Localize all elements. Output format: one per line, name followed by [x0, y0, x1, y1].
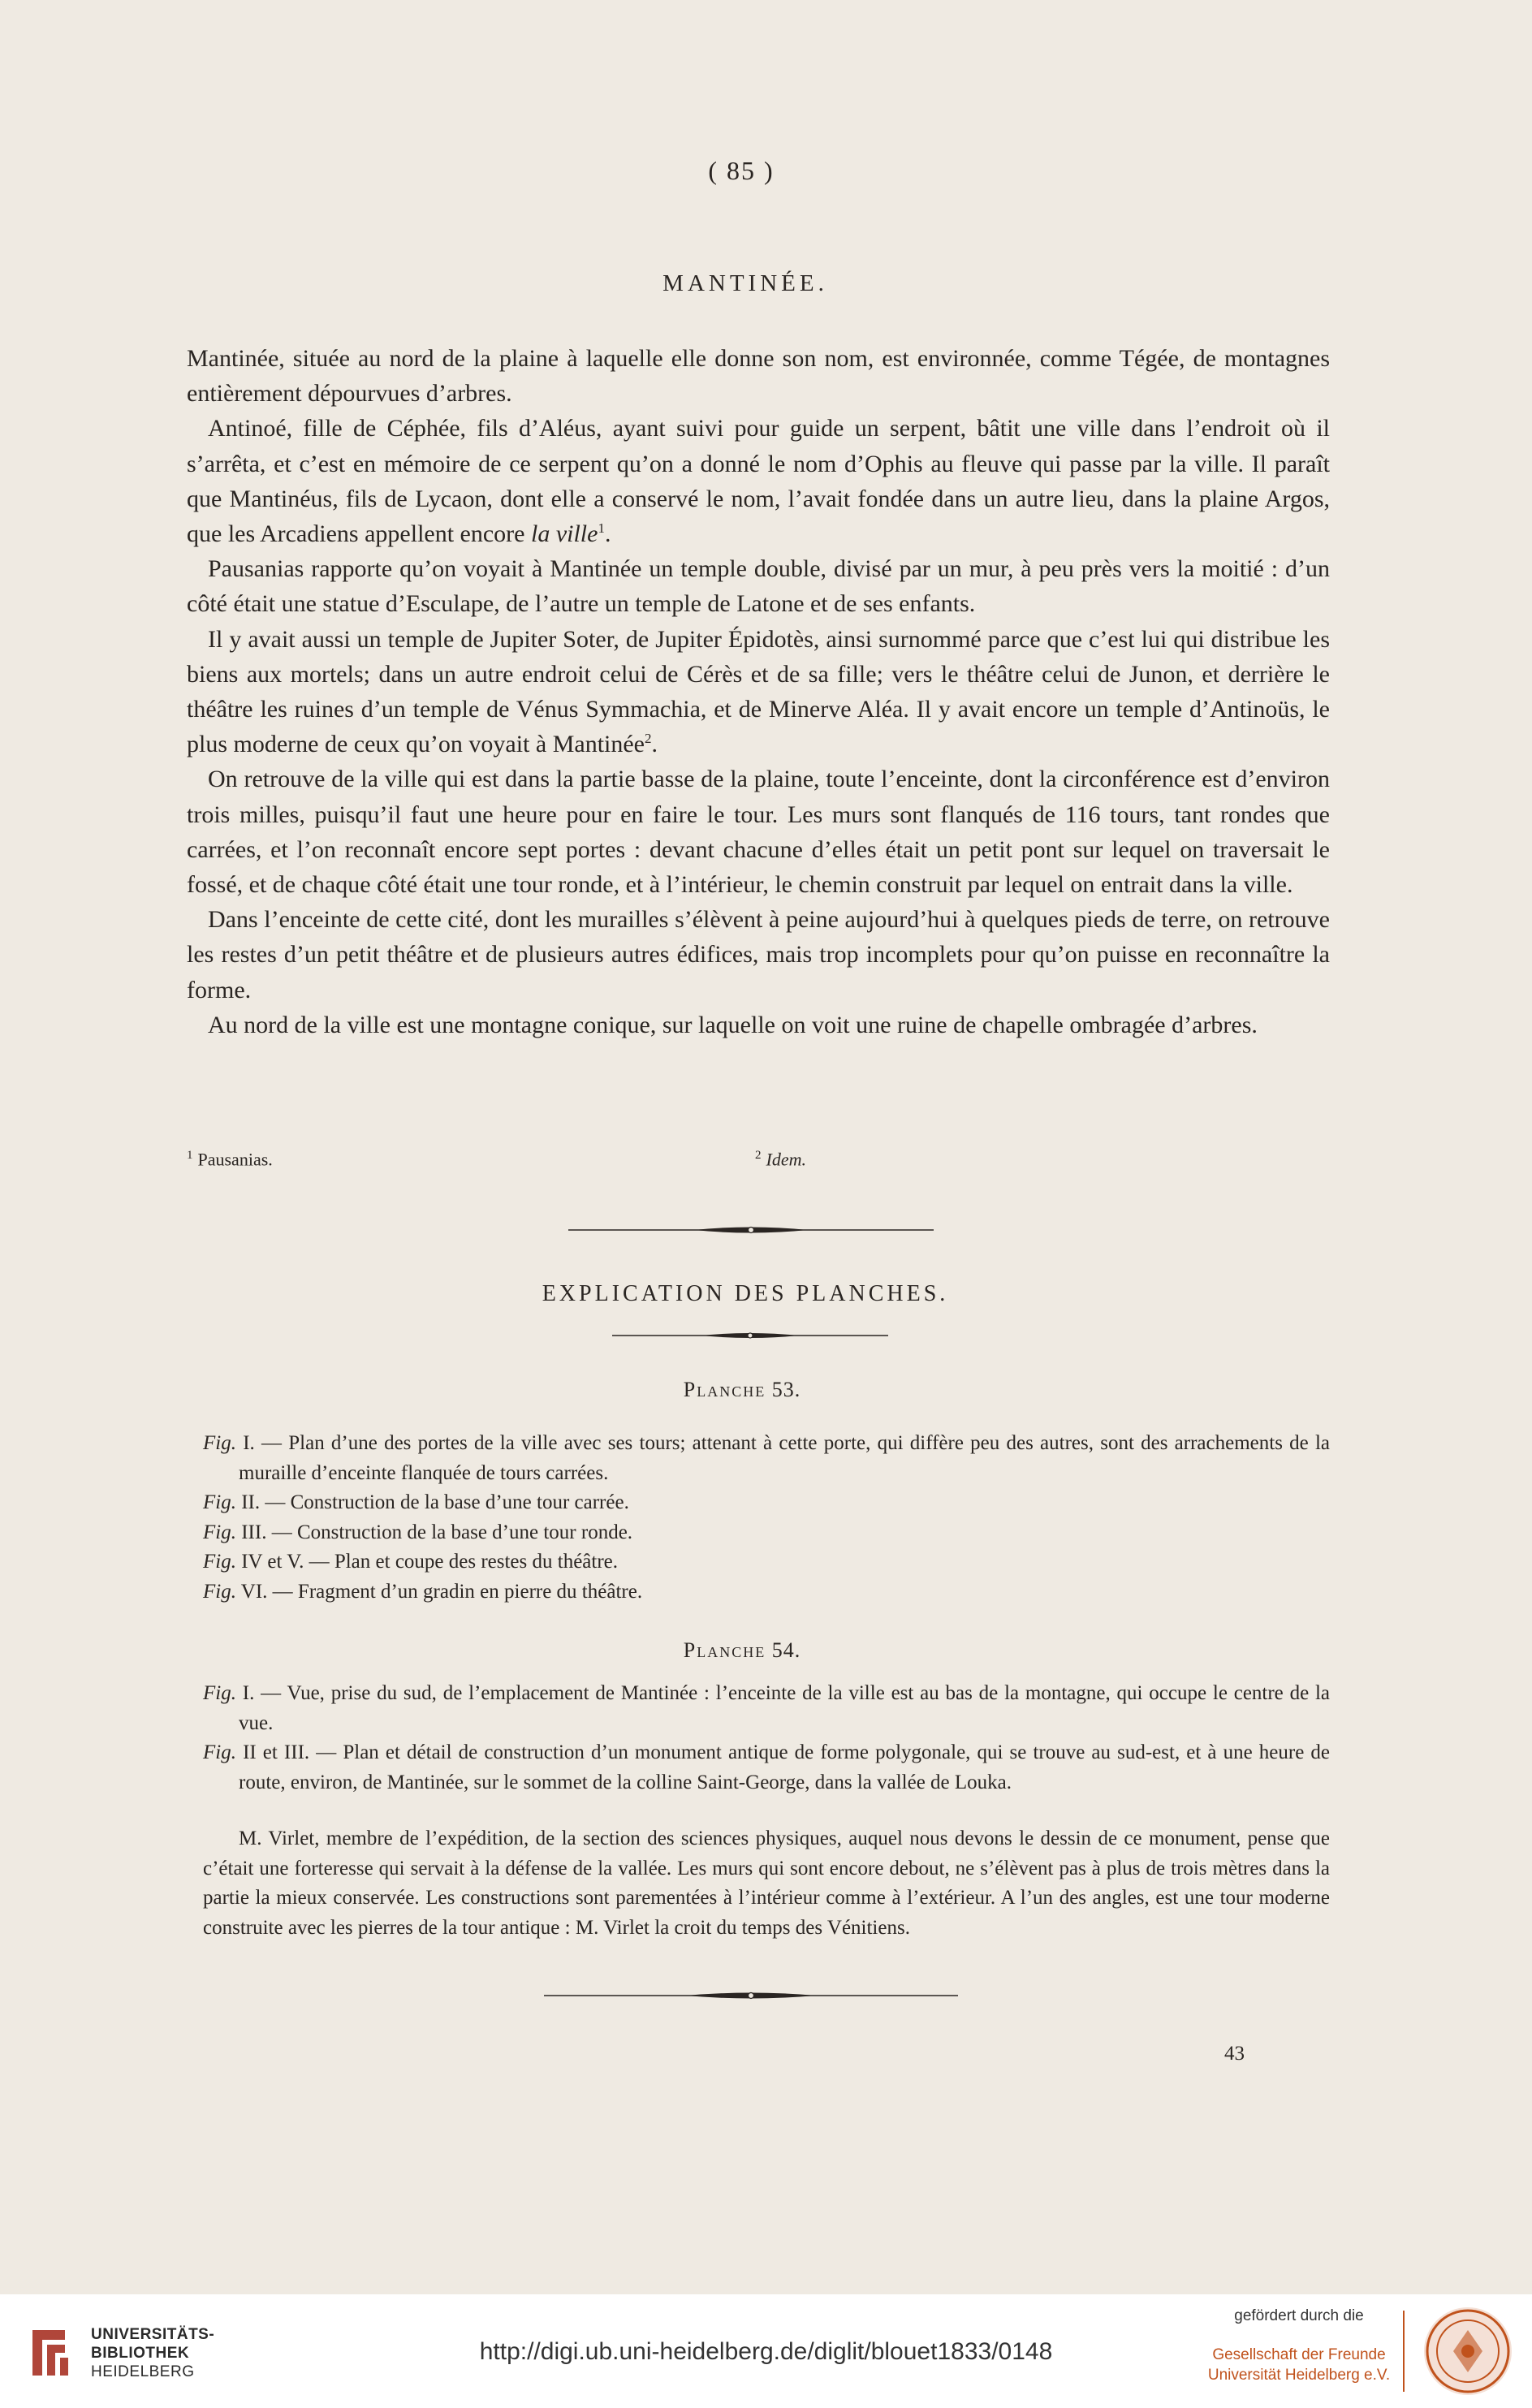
virlet-paragraph: M. Virlet, membre de l’expédition, de la section des sciences physiques, auquel nous devons le dessin de ce monument, pense que c’était une forteresse qui servait à la défense de la vallée. Les murs qui sont encore debout, ne s’élèvent pas à plus de trois mètres dans la partie la mieux conservée. Les constructions sont parementées à l’intérieur comme à l’extérieur. A l’un des angles, est une tour moderne construite avec les pierres de la tour antique : M. Virlet la croit du temps des Vénitiens.: [203, 1828, 1330, 1939]
figure-entry: Fig. VI. — Fragment d’un gradin en pierre du théâtre.: [203, 1580, 643, 1603]
permalink-url[interactable]: http://digi.ub.uni-heidelberg.de/diglit/blouet1833/0148: [479, 2338, 1053, 2365]
page-number-header: ( 85 ): [708, 156, 775, 185]
figure-entry: Fig. II. — Construction de la base d’une tour carrée.: [203, 1491, 629, 1513]
ornament-rule-3: [544, 1991, 958, 2000]
paragraph-4: [187, 622, 1330, 762]
main-text: [187, 341, 1330, 1042]
planche-54-paragraph: [203, 1824, 1330, 1943]
planche-54-heading: [0, 1638, 1484, 1663]
figure-entry: Fig. IV et V. — Plan et coupe des restes du théâtre.: [203, 1551, 619, 1573]
figure-entry: Fig. III. — Construction de la base d’une tour ronde.: [203, 1521, 633, 1543]
sponsor-name[interactable]: Gesellschaft der Freunde Universität Heidelberg e.V.: [1207, 2346, 1391, 2384]
figure-entry: Fig. I. — Vue, prise du sud, de l’emplacement de Mantinée : l’enceinte de la ville est au bas de la montagne, qui occupe le centre de la vue.: [203, 1682, 1331, 1734]
sponsor-label: gefördert durch die: [1234, 2307, 1364, 2324]
paragraph-3: Pausanias rapporte qu’on voyait à Mantinée un temple double, divisé par un mur, à peu près vers la moitié : d’un côté était une statue d’Esculape, de l’autre un temple de Latone et de ses enfants.: [187, 555, 1330, 618]
paragraph-2-text: Antinoé, fille de Céphée, fils d’Aléus, ayant suivi pour guide un serpent, bâtit une ville dans l’endroit où il s’arrêta, et c’est en mémoire de ce serpent qu’on a donné le nom d’Ophis au fleuve qui passe par la ville. Il paraît que Mantinéus, fils de Lycaon, dont elle a conservé le nom, l’avait fondée dans un autre lieu, dans la plaine Argos, que les Arcadiens appellent encore: [187, 415, 1330, 548]
planche-53-label: Planche: [683, 1378, 766, 1401]
paragraph-6: Dans l’enceinte de cette cité, dont les murailles s’élèvent à peine aujourd’hui à quelques pieds de terre, on retrouve les restes d’un petit théâtre et de plusieurs autres édifices, mais trop incomplets pour qu’on puisse en reconnaître la forme.: [187, 906, 1330, 1003]
paragraph-1: Mantinée, située au nord de la plaine à laquelle elle donne son nom, est environnée, comme Tégée, de montagnes entièrement dépourvues d’arbres.: [187, 345, 1330, 408]
planche-54-number: 54.: [771, 1638, 801, 1662]
ornament-rule-2: [612, 1331, 888, 1340]
planche-53-heading: [0, 1378, 1484, 1402]
planche-54-figures: [203, 1679, 1330, 1797]
footnote-ref-1: 1: [598, 520, 605, 537]
footnote-2: [755, 1149, 806, 1170]
footnote-1-text: Pausanias.: [197, 1149, 273, 1170]
figure-entry: Fig. II et III. — Plan et détail de construction d’un monument antique de forme polygonale, qui se trouve au sud-est, et à une heure de route, environ, de Mantinée, sur le sommet de la colline Saint-George, dans la vallée de Louka.: [203, 1741, 1331, 1793]
footnote-1-number: 1: [187, 1149, 193, 1162]
footnotes: [187, 1149, 1080, 1178]
planche-53-number: 53.: [771, 1378, 801, 1401]
footer-divider: [1403, 2311, 1405, 2392]
section-title: MANTINÉE.: [662, 270, 828, 296]
planche-53-figures: [203, 1429, 1330, 1607]
library-footer: [0, 2294, 1532, 2408]
page-number-footer: 43: [1224, 2043, 1245, 2065]
university-seal-icon: [1422, 2306, 1513, 2397]
paragraph-4-end: .: [651, 731, 658, 758]
footnote-ref-2: 2: [645, 731, 652, 747]
footnote-2-number: 2: [755, 1149, 762, 1162]
paragraph-2-italic: la ville: [530, 520, 598, 548]
ornament-rule-1: [568, 1225, 934, 1235]
planche-54-label: Planche: [683, 1638, 766, 1662]
paragraph-2: [187, 411, 1330, 551]
paragraph-4-text: Il y avait aussi un temple de Jupiter Soter, de Jupiter Épidotès, ainsi surnommé parce que c’est lui qui distribue les biens aux mortels; dans un autre endroit celui de Cérès et de sa fille; vers le théâtre celui de Junon, et derrière le théâtre les ruines d’un temple de Vénus Symmachia, et de Minerve Aléa. Il y avait encore un temple d’Antinoüs, le plus moderne de ceux qu’on voyait à Mantinée: [187, 625, 1330, 758]
explication-title: EXPLICATION DES PLANCHES.: [542, 1281, 949, 1306]
footnote-2-text: Idem.: [766, 1149, 806, 1170]
footnote-1: [187, 1149, 273, 1170]
figure-entry: Fig. I. — Plan d’une des portes de la ville avec ses tours; attenant à cette porte, qui diffère peu des autres, sont des arrachements de la muraille d’enceinte flanquée de tours carrées.: [203, 1432, 1331, 1484]
paragraph-7: Au nord de la ville est une montagne conique, sur laquelle on voit une ruine de chapelle ombragée d’arbres.: [208, 1011, 1258, 1038]
library-name: UNIVERSITÄTS- BIBLIOTHEK HEIDELBERG: [91, 2326, 215, 2380]
paragraph-5: On retrouve de la ville qui est dans la partie basse de la plaine, toute l’enceinte, dont la circonférence est d’environ trois milles, puisqu’il faut une heure pour en faire le tour. Les murs sont flanqués de 116 tours, tant rondes que carrées, et l’on reconnaît encore sept portes : devant chacune d’elles était un petit pont sur lequel on traversait le fossé, et de chaque côté était une tour ronde, et à l’intérieur, le chemin construit par lequel on entrait dans la ville.: [187, 766, 1330, 899]
paragraph-2-end: .: [604, 520, 611, 548]
